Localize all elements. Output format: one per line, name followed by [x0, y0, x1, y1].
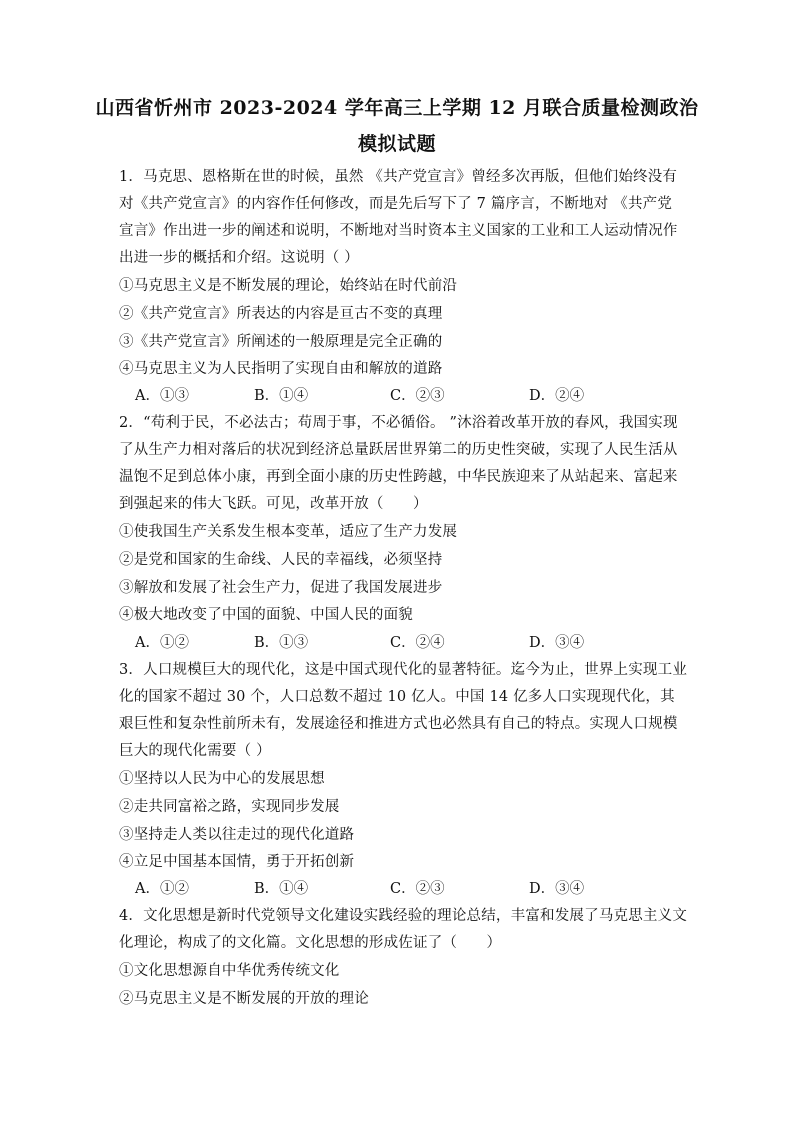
q4-stem-line-2: 化理论，构成了的文化篇。文化思想的形成佐证了（ ） [119, 935, 502, 951]
exam-title-line-2: 模拟试题 [357, 133, 436, 155]
q4-item-1: ①文化思想源自中华优秀传统文化 [119, 963, 340, 979]
q3-option-d[interactable]: D．③④ [529, 881, 585, 897]
q2-stem-line-3: 温饱不足到总体小康，再到全面小康的历史性跨越，中华民族迎来了从站起来、富起来 [119, 469, 678, 485]
q3-option-b[interactable]: B．①④ [254, 881, 309, 897]
q3-item-2: ②走共同富裕之路，实现同步发展 [119, 799, 340, 815]
q4-stem-line-1: 4．文化思想是新时代党领导文化建设实践经验的理论总结，丰富和发展了马克思主义文 [119, 908, 688, 924]
q2-option-a[interactable]: A．①② [135, 635, 189, 651]
exam-title-line-1: 山西省忻州市 2023-2024 学年高三上学期 12 月联合质量检测政治 [95, 97, 699, 119]
q2-item-2: ②是党和国家的生命线、人民的幸福线，必须坚持 [119, 552, 443, 568]
q1-item-1: ①马克思主义是不断发展的理论，始终站在时代前沿 [119, 278, 458, 294]
q1-item-2: ②《共产党宣言》所表达的内容是亘古不变的真理 [119, 306, 443, 322]
q3-stem-line-1: 3．人口规模巨大的现代化，这是中国式现代化的显著特征。迄今为止，世界上实现工业 [119, 662, 688, 678]
q1-option-d[interactable]: D．②④ [529, 388, 585, 404]
q2-item-3: ③解放和发展了社会生产力，促进了我国发展进步 [119, 580, 443, 596]
q1-item-3: ③《共产党宣言》所阐述的一般原理是完全正确的 [119, 334, 443, 350]
q2-option-d[interactable]: D．③④ [529, 635, 585, 651]
q3-option-a[interactable]: A．①② [135, 881, 189, 897]
q1-stem-line-1: 1．马克思、恩格斯在世的时候，虽然 《共产党宣言》曾经多次再版，但他们始终没有 [119, 169, 678, 185]
q3-stem-line-3: 艰巨性和复杂性前所未有，发展途径和推进方式也必然具有自己的特点。实现人口规模 [119, 716, 678, 732]
q3-item-4: ④立足中国基本国情，勇于开拓创新 [119, 854, 355, 870]
q1-option-c[interactable]: C．②③ [390, 388, 445, 404]
q4-item-2: ②马克思主义是不断发展的开放的理论 [119, 991, 369, 1007]
q2-stem-line-2: 了从生产力相对落后的状况到经济总量跃居世界第二的历史性突破，实现了人民生活从 [119, 442, 678, 458]
q3-item-1: ①坚持以人民为中心的发展思想 [119, 771, 325, 787]
q1-option-a[interactable]: A．①③ [135, 388, 189, 404]
q3-option-c[interactable]: C．②③ [390, 881, 445, 897]
q1-stem-line-4: 出进一步的概括和介绍。这说明（ ） [119, 250, 360, 266]
q1-option-b[interactable]: B．①④ [254, 388, 309, 404]
q2-item-1: ①使我国生产关系发生根本变革，适应了生产力发展 [119, 524, 458, 540]
q2-option-c[interactable]: C．②④ [390, 635, 445, 651]
q3-item-3: ③坚持走人类以往走过的现代化道路 [119, 827, 355, 843]
q3-stem-line-2: 化的国家不超过 30 个，人口总数不超过 10 亿人。中国 14 亿多人口实现现代化，其 [119, 689, 675, 705]
q2-option-b[interactable]: B．①③ [254, 635, 309, 651]
q2-stem-line-4: 到强起来的伟大飞跃。可见，改革开放（ ） [119, 496, 428, 512]
q1-item-4: ④马克思主义为人民指明了实现自由和解放的道路 [119, 361, 443, 377]
q1-stem-line-2: 对《共产党宣言》的内容作任何修改，而是先后写下了 7 篇序言，不断地对 《共产党 [119, 196, 673, 212]
q2-item-4: ④极大地改变了中国的面貌、中国人民的面貌 [119, 607, 413, 623]
q3-stem-line-4: 巨大的现代化需要（ ） [119, 743, 271, 759]
q2-stem-line-1: 2．“苟利于民，不必法古；苟周于事，不必循俗。 ”沐浴着改革开放的春风，我国实现 [119, 415, 678, 431]
q1-stem-line-3: 宣言》作出进一步的阐述和说明，不断地对当时资本主义国家的工业和工人运动情况作 [119, 223, 678, 239]
